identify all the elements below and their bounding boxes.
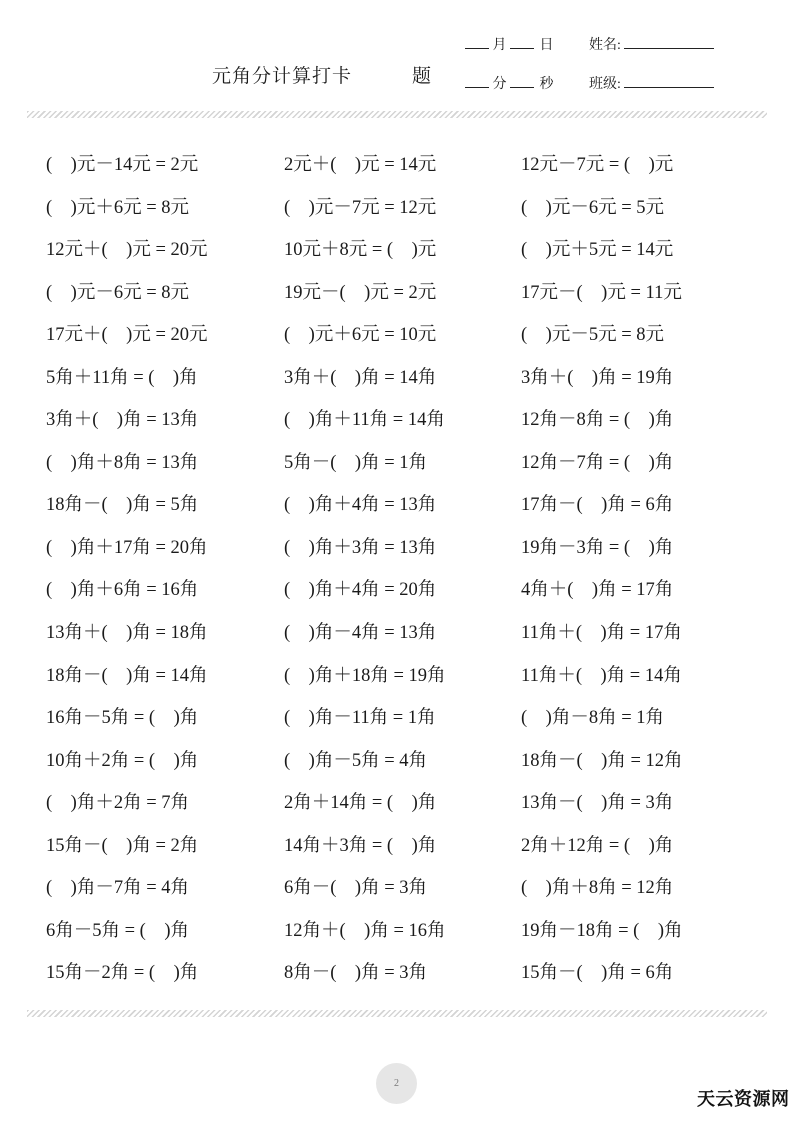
problem-item: 3角＋( )角 = 14角 bbox=[284, 367, 437, 388]
problem-item: 10角＋2角 = ( )角 bbox=[46, 750, 199, 771]
problem-item: 2角＋14角 = ( )角 bbox=[284, 793, 437, 814]
problem-item: ( )角－4角 = 13角 bbox=[284, 623, 437, 644]
problem-row bbox=[46, 152, 766, 195]
problem-item: ( )角＋4角 = 20角 bbox=[284, 580, 437, 601]
problem-item: 2角＋12角 = ( )角 bbox=[521, 835, 674, 856]
problem-item: ( )元－14元 = 2元 bbox=[46, 155, 199, 175]
problem-item: 17角－( )角 = 6角 bbox=[521, 495, 674, 516]
problem-item: 18角－( )角 = 5角 bbox=[46, 495, 199, 516]
problem-item: ( )元＋6元 = 8元 bbox=[46, 197, 190, 218]
problem-item: 2元＋( )元 = 14元 bbox=[284, 155, 437, 175]
problem-item: ( )元－5元 = 8元 bbox=[521, 325, 665, 346]
problem-item: 6角－5角 = ( )角 bbox=[46, 920, 190, 941]
problem-item: 12角－8角 = ( )角 bbox=[521, 410, 674, 431]
problem-item: 6角－( )角 = 3角 bbox=[284, 878, 428, 899]
month-blank[interactable] bbox=[465, 36, 489, 49]
month-label: 月 bbox=[492, 38, 507, 53]
problem-row bbox=[46, 195, 766, 238]
problem-item: 15角－( )角 = 2角 bbox=[46, 835, 199, 856]
problem-item: ( )角＋8角 = 12角 bbox=[521, 878, 674, 899]
problem-row bbox=[46, 833, 766, 876]
problem-row bbox=[46, 237, 766, 280]
problem-row bbox=[46, 322, 766, 365]
problem-item: ( )角＋4角 = 13角 bbox=[284, 495, 437, 516]
problem-item: ( )角＋8角 = 13角 bbox=[46, 452, 199, 473]
problem-item: 12角＋( )角 = 16角 bbox=[284, 920, 446, 941]
problem-item: 12元＋( )元 = 20元 bbox=[46, 240, 208, 261]
problem-item: 5角＋11角 = ( )角 bbox=[46, 367, 198, 388]
problem-row bbox=[46, 663, 766, 706]
name-label: 姓名: bbox=[589, 38, 621, 53]
time-field bbox=[465, 73, 554, 93]
problem-item: ( )角＋2角 = 7角 bbox=[46, 793, 190, 814]
problem-row bbox=[46, 790, 766, 833]
problem-row bbox=[46, 748, 766, 791]
problem-item: 13角－( )角 = 3角 bbox=[521, 793, 674, 814]
problem-row bbox=[46, 875, 766, 918]
problem-grid bbox=[46, 152, 766, 1003]
problem-item: ( )角＋11角 = 14角 bbox=[284, 410, 445, 431]
problem-item: 11角＋( )角 = 14角 bbox=[521, 665, 682, 686]
second-blank[interactable] bbox=[510, 75, 534, 88]
day-blank[interactable] bbox=[510, 36, 534, 49]
page-number: 2 bbox=[376, 1063, 417, 1104]
problem-row bbox=[46, 492, 766, 535]
problem-item: ( )角－7角 = 4角 bbox=[46, 878, 190, 899]
problem-item: ( )元＋5元 = 14元 bbox=[521, 240, 674, 261]
question-count-label: 题 bbox=[412, 65, 432, 87]
minute-label: 分 bbox=[492, 77, 507, 92]
problem-row bbox=[46, 620, 766, 663]
problem-item: 19角－18角 = ( )角 bbox=[521, 920, 683, 941]
problem-item: ( )角＋3角 = 13角 bbox=[284, 537, 437, 558]
name-blank[interactable] bbox=[624, 36, 714, 49]
problem-row bbox=[46, 450, 766, 493]
problem-item: 18角－( )角 = 14角 bbox=[46, 665, 208, 686]
name-field bbox=[589, 34, 714, 54]
problem-item: 13角＋( )角 = 18角 bbox=[46, 623, 208, 644]
day-label: 日 bbox=[539, 38, 554, 53]
problem-item: ( )元＋6元 = 10元 bbox=[284, 325, 437, 346]
problem-item: 3角＋( )角 = 13角 bbox=[46, 410, 199, 431]
problem-item: 19角－3角 = ( )角 bbox=[521, 537, 674, 558]
class-label: 班级: bbox=[589, 77, 621, 92]
problem-item: 16角－5角 = ( )角 bbox=[46, 708, 199, 729]
problem-item: 5角－( )角 = 1角 bbox=[284, 452, 428, 473]
problem-item: 4角＋( )角 = 17角 bbox=[521, 580, 674, 601]
problem-row bbox=[46, 535, 766, 578]
problem-item: ( )元－7元 = 12元 bbox=[284, 197, 437, 218]
class-blank[interactable] bbox=[624, 75, 714, 88]
problem-item: 17元－( )元 = 11元 bbox=[521, 282, 682, 303]
problem-item: 3角＋( )角 = 19角 bbox=[521, 367, 674, 388]
second-label: 秒 bbox=[539, 77, 554, 92]
problem-item: 11角＋( )角 = 17角 bbox=[521, 623, 682, 644]
problem-item: ( )角－11角 = 1角 bbox=[284, 708, 436, 729]
problem-item: ( )角＋18角 = 19角 bbox=[284, 665, 446, 686]
problem-item: 12角－7角 = ( )角 bbox=[521, 452, 674, 473]
problem-item: 10元＋8元 = ( )元 bbox=[284, 240, 437, 261]
problem-item: ( )角＋17角 = 20角 bbox=[46, 537, 208, 558]
problem-row bbox=[46, 407, 766, 450]
problem-row bbox=[46, 280, 766, 323]
problem-item: ( )元－6元 = 5元 bbox=[521, 197, 665, 218]
date-field bbox=[465, 34, 554, 54]
watermark-logo: 天云资源网 bbox=[697, 1089, 790, 1110]
problem-item: 14角＋3角 = ( )角 bbox=[284, 835, 437, 856]
problem-item: 19元－( )元 = 2元 bbox=[284, 282, 437, 303]
problem-item: ( )角－8角 = 1角 bbox=[521, 708, 665, 729]
class-field bbox=[589, 73, 714, 93]
problem-item: 15角－( )角 = 6角 bbox=[521, 963, 674, 984]
problem-item: 15角－2角 = ( )角 bbox=[46, 963, 199, 984]
problem-row bbox=[46, 705, 766, 748]
problem-item: 12元－7元 = ( )元 bbox=[521, 155, 674, 175]
problem-item: 8角－( )角 = 3角 bbox=[284, 963, 428, 984]
problem-item: ( )元－6元 = 8元 bbox=[46, 282, 190, 303]
bottom-divider bbox=[27, 1010, 767, 1017]
problem-row bbox=[46, 365, 766, 408]
problem-item: ( )角－5角 = 4角 bbox=[284, 750, 428, 771]
problem-item: 17元＋( )元 = 20元 bbox=[46, 325, 208, 346]
problem-item: ( )角＋6角 = 16角 bbox=[46, 580, 199, 601]
problem-row bbox=[46, 960, 766, 1003]
problem-row bbox=[46, 577, 766, 620]
problem-item: 18角－( )角 = 12角 bbox=[521, 750, 683, 771]
worksheet-title: 元角分计算打卡 bbox=[212, 65, 353, 87]
problem-row bbox=[46, 918, 766, 961]
top-divider bbox=[27, 111, 767, 118]
minute-blank[interactable] bbox=[465, 75, 489, 88]
